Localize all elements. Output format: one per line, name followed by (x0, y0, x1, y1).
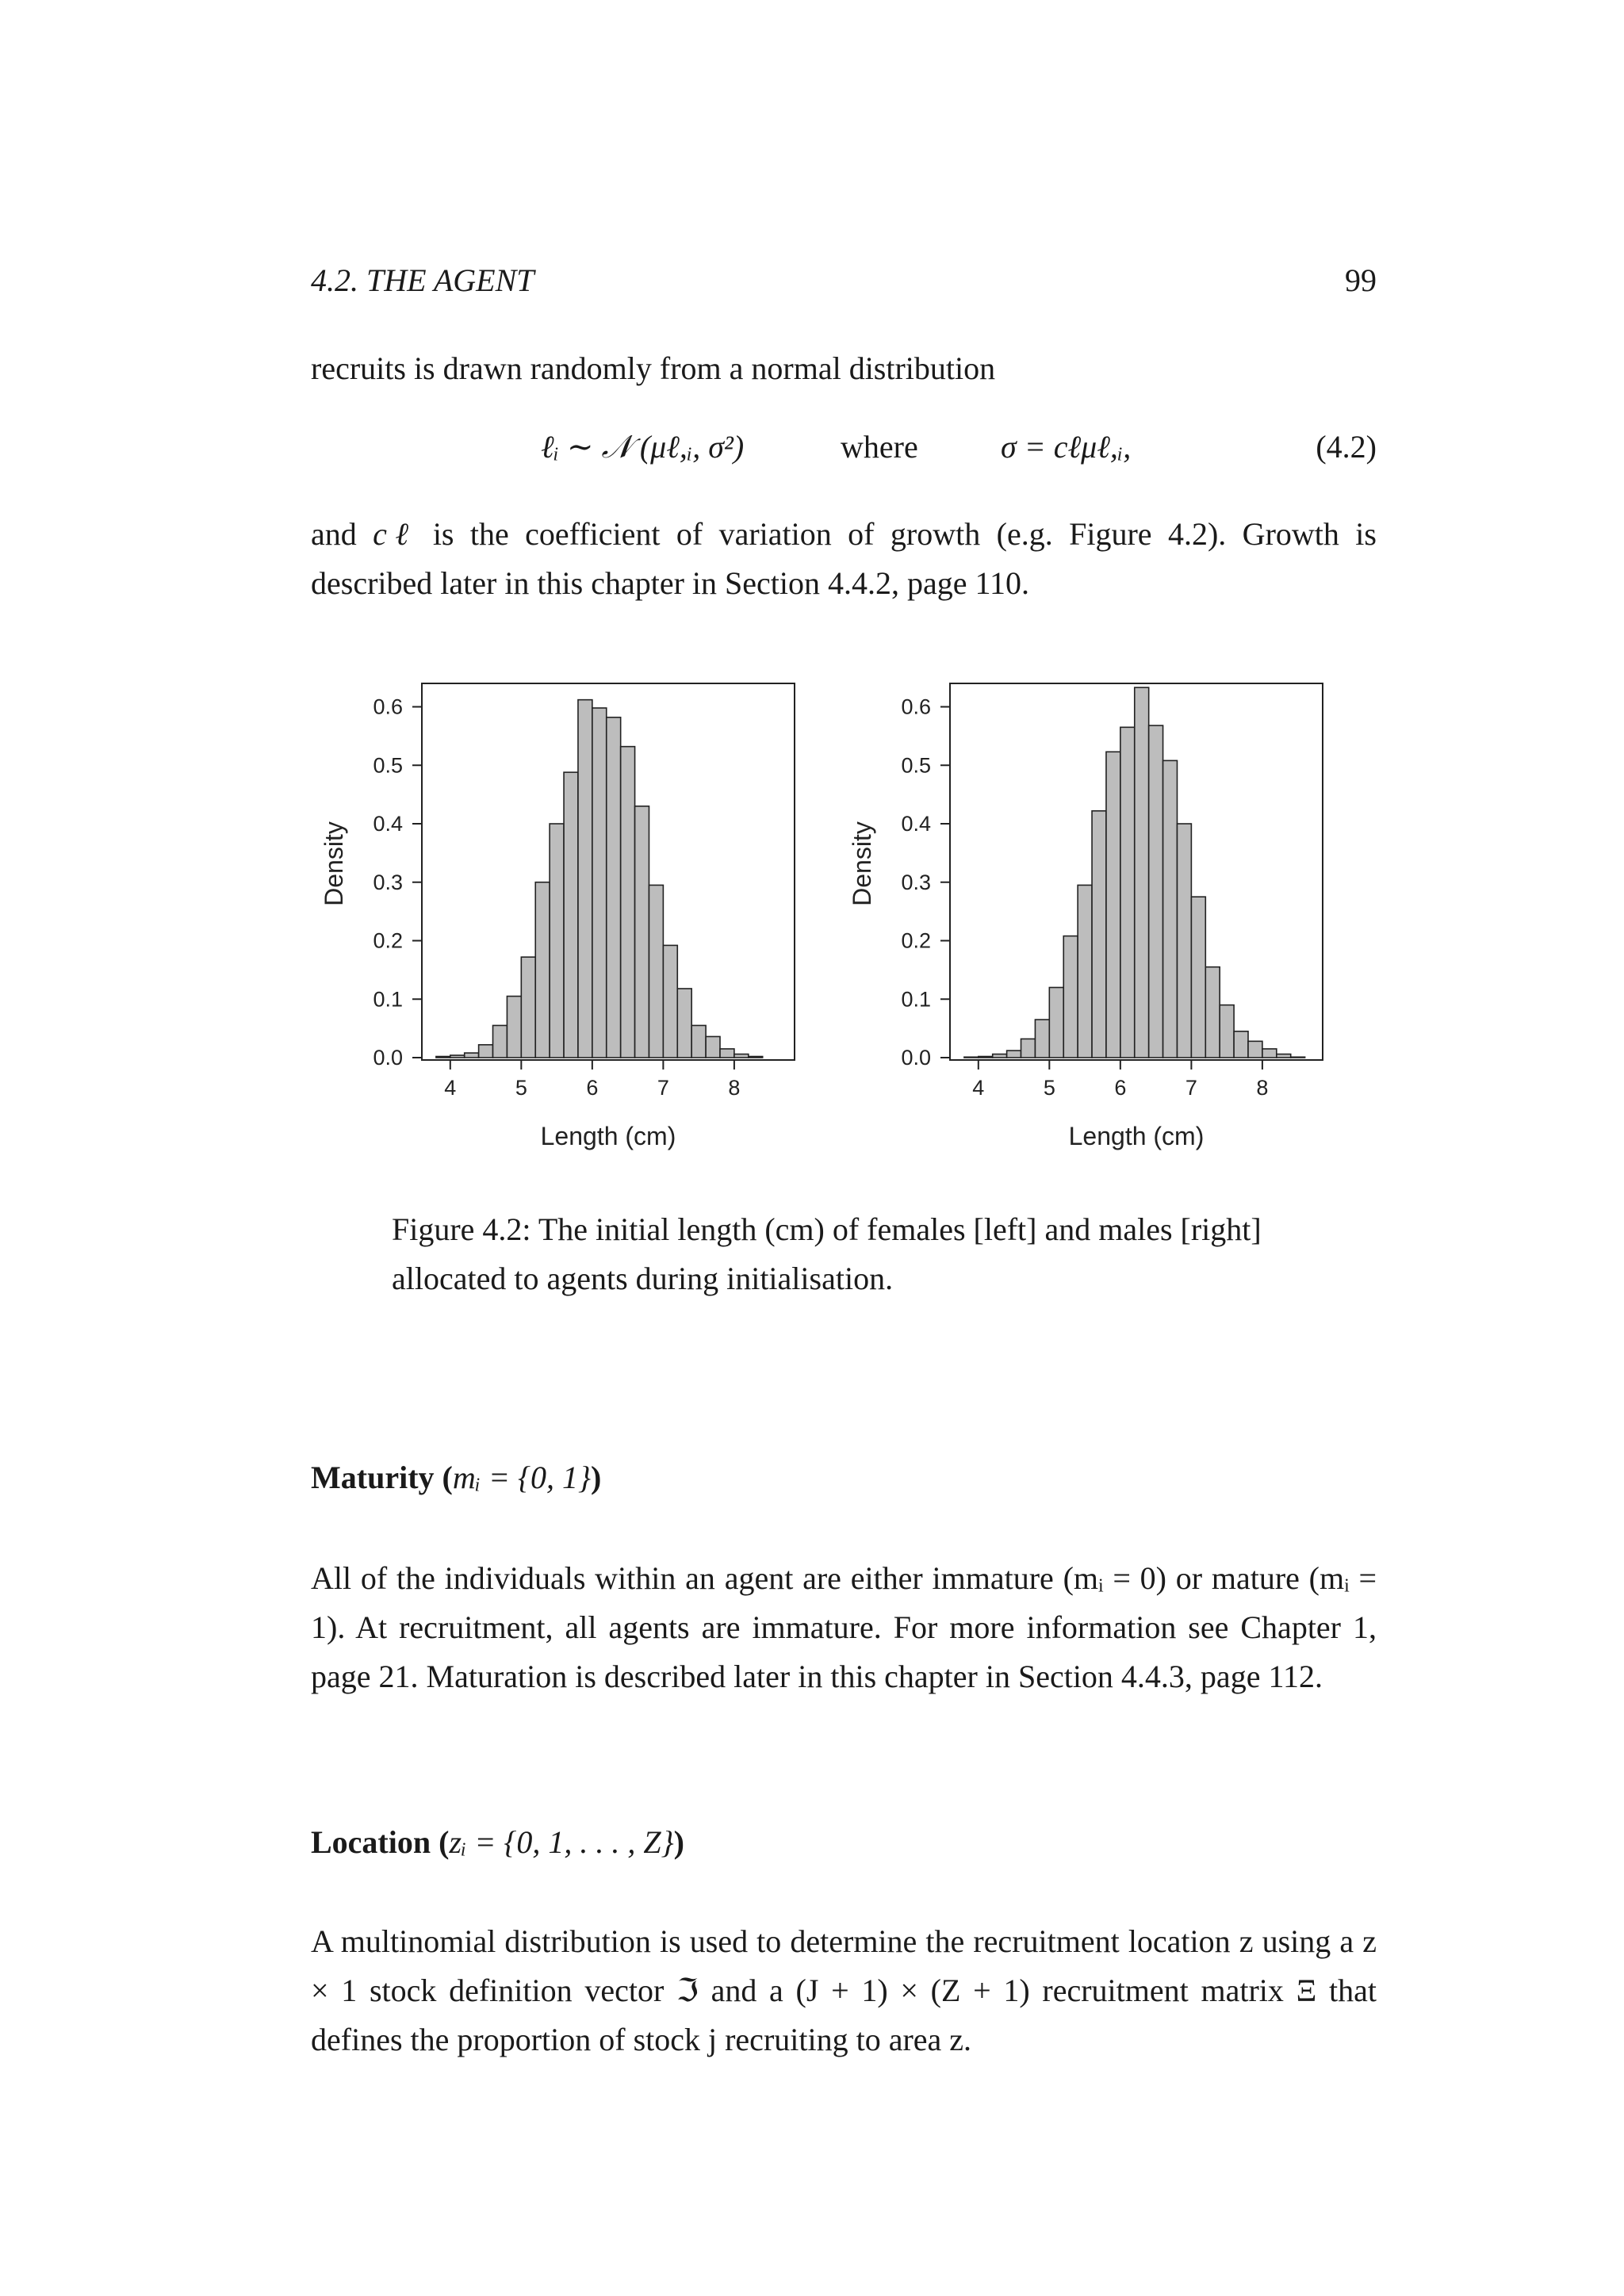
heading-location-close: ) (673, 1824, 684, 1860)
x-tick-label: 5 (1043, 1076, 1055, 1100)
paragraph-location (311, 1917, 1377, 2064)
histogram-bar (1262, 1049, 1277, 1058)
histogram-bar (635, 806, 649, 1058)
histogram-bar (1092, 811, 1106, 1058)
histogram-bar (1007, 1050, 1021, 1058)
x-tick-label: 4 (972, 1076, 985, 1100)
histogram-bar (578, 700, 592, 1058)
x-tick-label: 4 (444, 1076, 457, 1100)
histogram-bar (720, 1049, 734, 1058)
equation-rhs: σ = cℓμℓ,ᵢ, (1001, 429, 1132, 465)
y-tick-label: 0.2 (901, 928, 931, 953)
histogram-bar (1220, 1005, 1234, 1058)
histogram-bar (706, 1036, 720, 1058)
histogram-bar (1205, 967, 1220, 1058)
x-tick-label: 5 (515, 1076, 527, 1100)
histogram-bar (1078, 885, 1092, 1058)
histogram-bar (607, 718, 621, 1058)
histogram-bar (564, 772, 578, 1058)
histogram-bar (1177, 824, 1191, 1058)
histogram-bar (436, 1057, 450, 1058)
histogram-bar (493, 1025, 508, 1058)
equation-number: (4.2) (1316, 429, 1377, 465)
x-tick-label: 7 (1185, 1076, 1197, 1100)
paragraph-intro-text: recruits is drawn randomly from a normal distribution (311, 350, 996, 386)
histogram-bar (521, 957, 535, 1058)
histogram-bar (677, 989, 691, 1058)
histogram-bar (749, 1057, 763, 1058)
equation-4-2 (311, 428, 1377, 476)
histogram-bar (964, 1057, 979, 1058)
histogram-bar (1063, 936, 1078, 1058)
heading-location-title: Location ( (311, 1824, 450, 1860)
histogram-bar (479, 1045, 493, 1058)
y-tick-label: 0.3 (901, 870, 931, 894)
histogram-bar (1106, 752, 1120, 1058)
x-tick-label: 8 (728, 1076, 741, 1100)
heading-location (311, 1823, 684, 1861)
histogram-bar (734, 1054, 749, 1058)
paragraph-intro (311, 344, 1377, 393)
x-tick-label: 6 (1114, 1076, 1127, 1100)
histogram-bar (1291, 1057, 1305, 1058)
paragraph-maturity-text: All of the individuals within an agent are either immature (mᵢ = 0) or mature (mᵢ = 1). At recruitment, all agents are immature. For more information see Chapter 1, page 21. Maturation is described later in this chapter in Section 4.4.3, page 112. (311, 1560, 1377, 1694)
x-axis-label: Length (cm) (1068, 1122, 1205, 1150)
y-tick-label: 0.6 (373, 695, 403, 719)
histogram-bar (993, 1054, 1007, 1058)
y-tick-label: 0.5 (901, 753, 931, 778)
histogram-bar (507, 997, 521, 1058)
y-tick-label: 0.1 (901, 987, 931, 1012)
equation-lhs: ℓᵢ ∼ 𝒩 (μℓ,ᵢ, σ²) (541, 429, 745, 465)
y-tick-label: 0.0 (373, 1046, 403, 1070)
figure-caption: Figure 4.2: The initial length (cm) of females [left] and males [right] allocated to agents during initialisation. (392, 1211, 1262, 1296)
heading-maturity-math: mᵢ = {0, 1} (452, 1460, 592, 1495)
x-tick-label: 7 (657, 1076, 669, 1100)
histogram-bar (1163, 760, 1178, 1058)
histogram-males (848, 683, 1323, 1150)
histogram-bar (535, 882, 550, 1058)
running-header-section: 4.2. THE AGENT (311, 262, 534, 298)
y-axis-label: Density (320, 821, 348, 906)
histogram-bar (649, 885, 663, 1058)
histogram-bar (1191, 897, 1205, 1058)
histogram-bar (1277, 1054, 1291, 1058)
histogram-bar (1021, 1039, 1036, 1058)
x-tick-label: 6 (586, 1076, 599, 1100)
paragraph-growth-post: is the coefficient of variation of growth (e.g. Figure 4.2). Growth is described later in this chapter in Section 4.4.2, page 110. (311, 516, 1377, 601)
equation-where: where (841, 429, 918, 465)
y-tick-label: 0.2 (373, 928, 403, 953)
heading-maturity (311, 1459, 601, 1496)
histogram-bar (663, 945, 677, 1058)
x-axis-label: Length (cm) (540, 1122, 676, 1150)
symbol-c-ell: cℓ (373, 516, 417, 552)
histogram-bar (592, 708, 607, 1058)
histogram-bar (450, 1055, 465, 1058)
y-tick-label: 0.4 (901, 812, 931, 836)
y-tick-label: 0.3 (373, 870, 403, 894)
histogram-bar (1049, 988, 1063, 1058)
page-number: 99 (1345, 262, 1377, 298)
histogram-bar (465, 1053, 479, 1058)
y-tick-label: 0.1 (373, 987, 403, 1012)
y-tick-label: 0.6 (901, 695, 931, 719)
histogram-bar (621, 747, 635, 1058)
paragraph-growth (311, 510, 1377, 608)
histogram-bar (691, 1025, 706, 1058)
histogram-bar (1248, 1041, 1262, 1058)
y-tick-label: 0.0 (901, 1046, 931, 1070)
histogram-bar (1120, 727, 1135, 1058)
histogram-bar (1035, 1020, 1049, 1058)
histogram-bar (1135, 687, 1149, 1058)
histogram-bar (1234, 1031, 1248, 1058)
figure-4-2 (309, 666, 1364, 1181)
heading-maturity-title: Maturity ( (311, 1460, 453, 1495)
paragraph-maturity (311, 1554, 1377, 1701)
histogram-females (320, 683, 795, 1150)
histogram-bar (550, 824, 564, 1058)
y-tick-label: 0.4 (373, 812, 403, 836)
y-axis-label: Density (848, 821, 876, 906)
heading-location-math: zᵢ = {0, 1, . . . , Z} (449, 1824, 674, 1860)
paragraph-location-text: A multinomial distribution is used to determine the recruitment location z using a z × 1 stock definition vector ℑ and a (J + 1) × (Z + 1) recruitment matrix Ξ that defines the proportion of stock j recruiting to area z. (311, 1923, 1377, 2057)
histogram-bar (1149, 725, 1163, 1058)
x-tick-label: 8 (1256, 1076, 1269, 1100)
heading-maturity-close: ) (591, 1460, 602, 1495)
histogram-bar (979, 1057, 993, 1058)
y-tick-label: 0.5 (373, 753, 403, 778)
paragraph-growth-pre: and (311, 516, 373, 552)
